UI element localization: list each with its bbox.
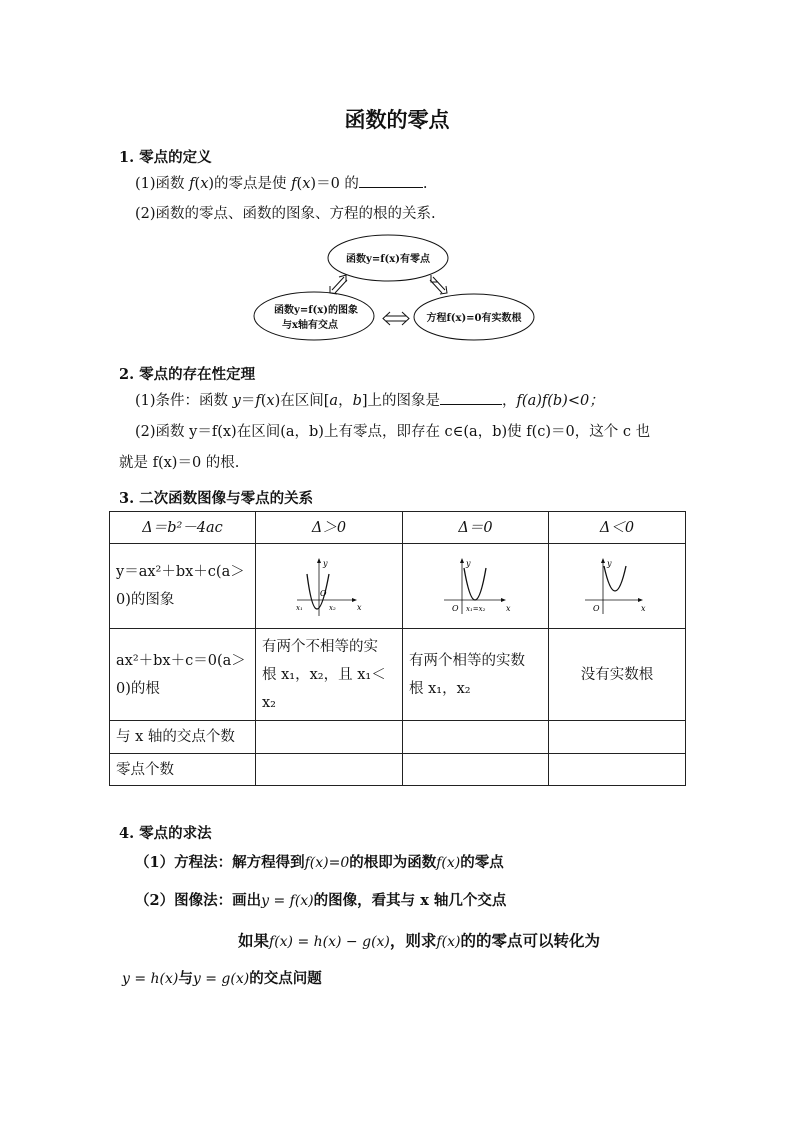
empty-cell[interactable] (256, 754, 403, 786)
math-f: f (189, 176, 195, 192)
axis-label-y: y (607, 559, 612, 568)
double-arrow-horizontal-icon (383, 312, 409, 325)
section-2-item-2-line-2: 就是 f(x)＝0 的根. (119, 455, 240, 471)
math-b: b (352, 393, 362, 409)
text-fragment: ( (194, 176, 201, 192)
axis-label-y: y (465, 559, 471, 568)
root-label-x2: x₂ (329, 604, 336, 612)
graph-cell-negative (549, 544, 686, 629)
method-1-line (135, 851, 504, 872)
math-equation: y = g(x) (192, 971, 250, 987)
row-label-line: ax²＋bx＋c＝0(a＞ (116, 652, 246, 669)
page-title: 函数的零点 (344, 107, 450, 132)
section-3-heading: 3. 二次函数图像与零点的关系 (119, 490, 314, 507)
parabola-double-root-graph (440, 554, 512, 618)
axis-label-x: x (505, 604, 511, 613)
section-1-item-1 (135, 172, 428, 193)
text-fragment: )在区间[ (274, 393, 330, 409)
text-fragment: (1)条件：函数 (135, 393, 233, 409)
text-fragment: （2）图像法：画出 (135, 892, 262, 909)
cell-line: x₂ (262, 694, 276, 711)
math-x: x (266, 393, 275, 409)
axis-label-y: y (323, 559, 328, 568)
text-fragment: )的零点是使 (208, 176, 292, 192)
graph-cell-zero (403, 544, 549, 629)
roots-cell-negative: 没有实数根 (549, 629, 686, 721)
table-row-roots (110, 629, 686, 721)
table-header-cell: Δ＝b²－4ac (110, 512, 256, 544)
row-label-zeros: 零点个数 (110, 754, 256, 786)
table-header-cell: Δ＜0 (549, 512, 686, 544)
method-3-line-2 (122, 967, 322, 988)
section-2-item-1 (135, 389, 604, 410)
empty-cell[interactable] (549, 754, 686, 786)
origin-label: O (320, 589, 327, 598)
section-4-heading: 4. 零点的求法 (119, 825, 212, 842)
diagram-right-text: 方程f(x)=0有实数根 (426, 313, 522, 324)
text-fragment: 的的零点可以转化为 (460, 931, 600, 950)
row-label-line: y＝ax²＋bx＋c(a＞ (116, 564, 245, 580)
empty-cell[interactable] (403, 721, 549, 754)
empty-cell[interactable] (256, 721, 403, 754)
table-row-intersections (110, 721, 686, 754)
text-fragment: ( (296, 176, 303, 192)
row-label-intersections: 与 x 轴的交点个数 (110, 721, 256, 754)
double-arrow-left-icon (330, 275, 347, 294)
parabola-no-roots-graph (581, 554, 653, 618)
text-fragment: ＝ (240, 393, 256, 409)
text-fragment: )＝0 的 (310, 176, 359, 192)
fill-blank[interactable] (440, 392, 502, 405)
empty-cell[interactable] (549, 721, 686, 754)
text-fragment: . (422, 176, 428, 192)
math-equation: y = h(x) (122, 971, 179, 987)
math-x: x (200, 176, 209, 192)
table-row-graph (110, 544, 686, 629)
method-3-line (238, 929, 600, 951)
quadratic-table (109, 511, 686, 786)
text-fragment: 的图像，看其与 x 轴几个交点 (313, 892, 507, 909)
origin-label: O (593, 604, 600, 613)
section-2-item-2-line-1: (2)函数 y＝f(x)在区间(a，b)上有零点，即存在 c∈(a，b)使 f(c)＝0，这个 c 也 (135, 424, 651, 440)
cell-line: 根 x₁，x₂ (409, 680, 471, 697)
section-2-heading: 2. 零点的存在性定理 (119, 366, 256, 383)
text-fragment: 如果 (238, 931, 270, 950)
table-row-zeros (110, 754, 686, 786)
diagram-left-text-1: 函数y=f(x)的图象 (274, 305, 358, 316)
diagram-left-text-2: 与x轴有交点 (282, 320, 338, 331)
text-fragment: ， (338, 393, 353, 409)
cell-line: 有两个相等的实数 (409, 652, 525, 669)
text-fragment: 的零点 (460, 854, 504, 871)
graph-cell-positive (256, 544, 403, 629)
text-fragment: ]上的图象是 (361, 393, 441, 409)
parabola-two-roots-graph (293, 554, 365, 618)
row-label-line: 0)的根 (116, 680, 160, 697)
roots-cell-zero (403, 629, 549, 721)
table-header-row (110, 512, 686, 544)
empty-cell[interactable] (403, 754, 549, 786)
math-f: f (255, 393, 261, 409)
ellipse-left (254, 292, 374, 340)
text-fragment: ( (260, 393, 267, 409)
row-label-graph (110, 544, 256, 629)
text-fragment: ， (502, 393, 517, 409)
roots-cell-positive (256, 629, 403, 721)
math-equation: f(x) = h(x) − g(x) (269, 934, 390, 950)
math-a: a (329, 393, 339, 409)
table-header-cell: Δ＞0 (256, 512, 403, 544)
table-header-cell: Δ＝0 (403, 512, 549, 544)
diagram-top-text: 函数y=f(x)有零点 (346, 254, 430, 265)
math-y: y (232, 393, 241, 409)
method-2-line (135, 889, 506, 910)
math-f: f (291, 176, 297, 192)
row-label-roots (110, 629, 256, 721)
fill-blank[interactable] (359, 175, 423, 188)
section-1-heading: 1. 零点的定义 (119, 149, 212, 166)
section-1-item-2: (2)函数的零点、函数的图象、方程的根的关系. (135, 206, 436, 222)
relationship-diagram (250, 232, 540, 344)
text-fragment: (1)函数 (135, 176, 190, 192)
text-fragment: （1）方程法：解方程得到 (135, 854, 305, 871)
cell-line: 根 x₁，x₂，且 x₁＜ (262, 666, 386, 683)
math-fx: f(x) (436, 934, 461, 950)
text-fragment: 与 (178, 970, 193, 987)
axis-label-x: x (357, 603, 362, 612)
root-label-x1x2: x₁=x₂ (465, 605, 485, 613)
math-equation: f(x)=0 (304, 855, 350, 871)
text-fragment: 的根即为函数 (349, 854, 437, 871)
math-equation: y = f(x) (261, 893, 314, 909)
root-label-x1: x₁ (296, 604, 303, 612)
text-fragment: 的交点问题 (249, 970, 322, 987)
math-fx: f(x) (436, 855, 461, 871)
cell-line: 有两个不相等的实 (262, 638, 378, 655)
origin-label: O (451, 604, 459, 613)
row-label-line: 0)的图象 (116, 592, 175, 608)
axis-label-x: x (641, 604, 646, 613)
double-arrow-right-icon (430, 275, 447, 294)
text-fragment: ，则求 (389, 931, 437, 950)
math-condition: f(a)f(b)<0； (516, 393, 604, 409)
math-x: x (302, 176, 311, 192)
